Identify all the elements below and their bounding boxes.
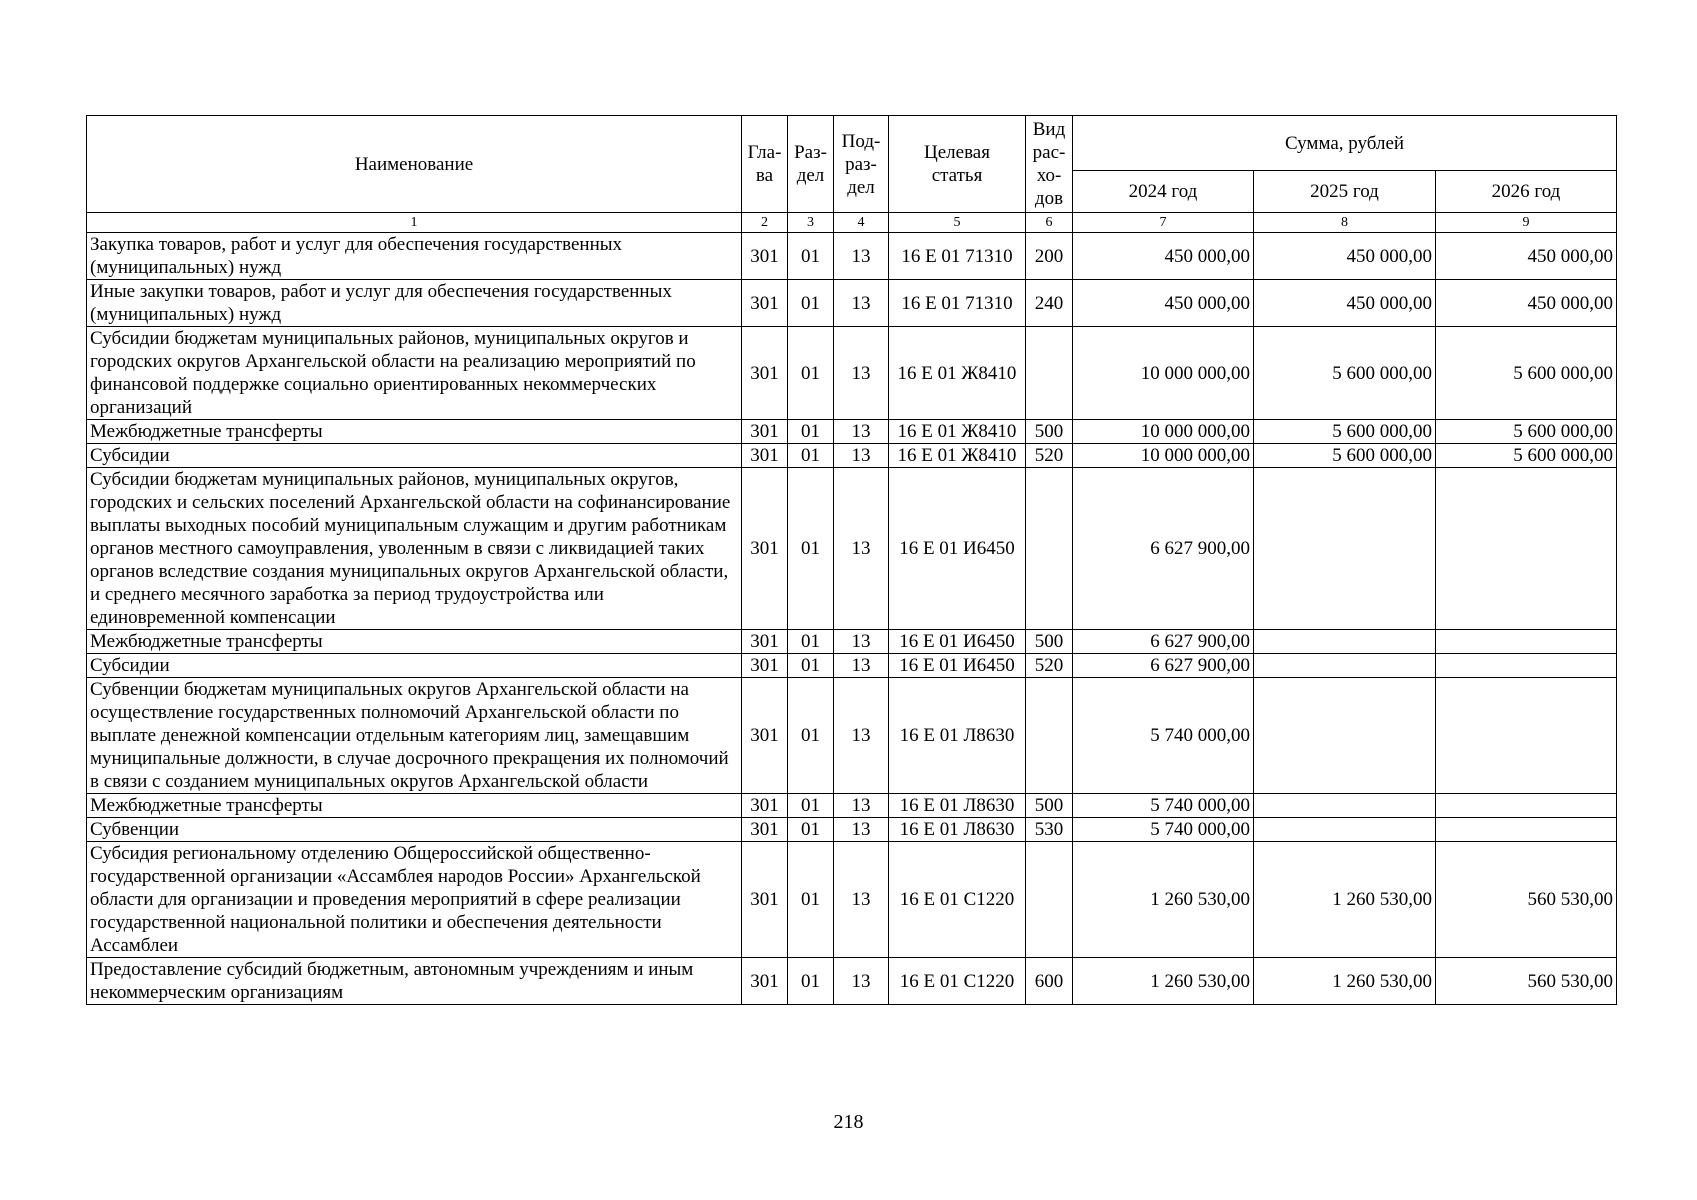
row-sum-2026: 450 000,00: [1436, 280, 1617, 327]
row-sum-2024: 10 000 000,00: [1073, 420, 1254, 444]
row-celevaya-statya: 16 Е 01 С1220: [889, 958, 1026, 1005]
row-celevaya-statya: 16 Е 01 Ж8410: [889, 420, 1026, 444]
header-vid-rashodov: Вид рас- хо- дов: [1026, 116, 1073, 213]
row-podrazdel: 13: [834, 842, 889, 958]
row-razdel: 01: [788, 842, 834, 958]
row-name: Межбюджетные трансферты: [87, 794, 742, 818]
row-vid-rashodov: 530: [1026, 818, 1073, 842]
budget-table: [86, 115, 1617, 1005]
row-name: Субсидии бюджетам муниципальных районов, муниципальных округов и городских округов Архангельской области на реализацию мероприятий по финансовой поддержке социально ориентированных некоммерческих организаций: [87, 327, 742, 420]
row-razdel: 01: [788, 327, 834, 420]
row-sum-2026: 5 600 000,00: [1436, 420, 1617, 444]
row-vid-rashodov: 500: [1026, 794, 1073, 818]
row-podrazdel: 13: [834, 818, 889, 842]
row-sum-2025: [1254, 818, 1436, 842]
row-sum-2024: 6 627 900,00: [1073, 654, 1254, 678]
row-podrazdel: 13: [834, 958, 889, 1005]
row-razdel: 01: [788, 444, 834, 468]
row-vid-rashodov: 500: [1026, 420, 1073, 444]
row-sum-2026: 5 600 000,00: [1436, 327, 1617, 420]
row-sum-2026: 5 600 000,00: [1436, 444, 1617, 468]
row-sum-2024: 10 000 000,00: [1073, 444, 1254, 468]
table-row: [87, 630, 1617, 654]
row-name: Закупка товаров, работ и услуг для обеспечения государственных (муниципальных) нужд: [87, 233, 742, 280]
row-glava: 301: [742, 630, 788, 654]
table-row: [87, 327, 1617, 420]
row-vid-rashodov: 240: [1026, 280, 1073, 327]
row-razdel: 01: [788, 233, 834, 280]
row-name: Межбюджетные трансферты: [87, 630, 742, 654]
row-glava: 301: [742, 468, 788, 630]
row-vid-rashodov: [1026, 678, 1073, 794]
row-razdel: 01: [788, 420, 834, 444]
row-sum-2026: [1436, 468, 1617, 630]
header-name: Наименование: [87, 116, 742, 213]
row-name: Субсидии бюджетам муниципальных районов, муниципальных округов, городских и сельских поселений Архангельской области на софинансирование выплаты выходных пособий муниципальным служащим и другим работникам органов местного самоуправления, уволенным в связи с ликвидацией таких органов вследствие создания муниципальных округов Архангельской области, и среднего месячного заработка за период трудоустройства или единовременной компенсации: [87, 468, 742, 630]
header-year-2024: 2024 год: [1073, 171, 1254, 213]
page-number: 218: [833, 1111, 864, 1133]
row-sum-2026: 560 530,00: [1436, 842, 1617, 958]
row-vid-rashodov: [1026, 327, 1073, 420]
header-year-2025: 2025 год: [1254, 171, 1436, 213]
row-podrazdel: 13: [834, 233, 889, 280]
row-glava: 301: [742, 420, 788, 444]
row-sum-2024: 6 627 900,00: [1073, 630, 1254, 654]
row-glava: 301: [742, 654, 788, 678]
row-sum-2024: 1 260 530,00: [1073, 958, 1254, 1005]
column-number: 2: [742, 213, 788, 233]
table-row: [87, 233, 1617, 280]
row-podrazdel: 13: [834, 420, 889, 444]
column-number: 7: [1073, 213, 1254, 233]
row-celevaya-statya: 16 Е 01 Ж8410: [889, 444, 1026, 468]
row-podrazdel: 13: [834, 327, 889, 420]
column-number: 9: [1436, 213, 1617, 233]
row-sum-2025: [1254, 678, 1436, 794]
row-name: Межбюджетные трансферты: [87, 420, 742, 444]
column-number: 3: [788, 213, 834, 233]
row-sum-2025: 1 260 530,00: [1254, 842, 1436, 958]
row-podrazdel: 13: [834, 468, 889, 630]
row-name: Субвенции: [87, 818, 742, 842]
table-row: [87, 842, 1617, 958]
row-sum-2024: 10 000 000,00: [1073, 327, 1254, 420]
row-glava: 301: [742, 958, 788, 1005]
row-sum-2024: 450 000,00: [1073, 280, 1254, 327]
row-podrazdel: 13: [834, 678, 889, 794]
row-vid-rashodov: 520: [1026, 654, 1073, 678]
row-sum-2025: 450 000,00: [1254, 233, 1436, 280]
row-razdel: 01: [788, 630, 834, 654]
row-sum-2026: [1436, 794, 1617, 818]
row-celevaya-statya: 16 Е 01 И6450: [889, 654, 1026, 678]
row-sum-2025: 5 600 000,00: [1254, 420, 1436, 444]
row-sum-2024: 5 740 000,00: [1073, 818, 1254, 842]
row-celevaya-statya: 16 Е 01 Л8630: [889, 818, 1026, 842]
row-razdel: 01: [788, 280, 834, 327]
row-sum-2024: 5 740 000,00: [1073, 794, 1254, 818]
row-razdel: 01: [788, 818, 834, 842]
header-celevaya-statya: Целевая статья: [889, 116, 1026, 213]
row-name: Субсидии: [87, 654, 742, 678]
row-glava: 301: [742, 233, 788, 280]
row-sum-2026: 560 530,00: [1436, 958, 1617, 1005]
row-sum-2025: 450 000,00: [1254, 280, 1436, 327]
table-row: [87, 794, 1617, 818]
row-sum-2025: [1254, 468, 1436, 630]
table-row: [87, 280, 1617, 327]
row-sum-2026: [1436, 654, 1617, 678]
row-podrazdel: 13: [834, 444, 889, 468]
row-glava: 301: [742, 678, 788, 794]
row-razdel: 01: [788, 654, 834, 678]
table-row: [87, 444, 1617, 468]
row-sum-2024: 5 740 000,00: [1073, 678, 1254, 794]
row-celevaya-statya: 16 Е 01 Л8630: [889, 678, 1026, 794]
row-name: Субсидия региональному отделению Общероссийской общественно-государственной организации «Ассамблея народов России» Архангельской области для организации и проведения мероприятий в сфере реализации государственной национальной политики и обеспечения деятельности Ассамблеи: [87, 842, 742, 958]
row-razdel: 01: [788, 958, 834, 1005]
column-number: 6: [1026, 213, 1073, 233]
header-year-2026: 2026 год: [1436, 171, 1617, 213]
row-name: Иные закупки товаров, работ и услуг для обеспечения государственных (муниципальных) нужд: [87, 280, 742, 327]
column-number: 1: [87, 213, 742, 233]
row-name: Предоставление субсидий бюджетным, автономным учреждениям и иным некоммерческим организациям: [87, 958, 742, 1005]
table-row: [87, 678, 1617, 794]
row-celevaya-statya: 16 Е 01 Ж8410: [889, 327, 1026, 420]
row-glava: 301: [742, 818, 788, 842]
row-vid-rashodov: [1026, 468, 1073, 630]
row-glava: 301: [742, 280, 788, 327]
row-sum-2026: 450 000,00: [1436, 233, 1617, 280]
row-vid-rashodov: 520: [1026, 444, 1073, 468]
row-sum-2024: 1 260 530,00: [1073, 842, 1254, 958]
table-row: [87, 818, 1617, 842]
row-sum-2025: [1254, 794, 1436, 818]
row-sum-2025: [1254, 654, 1436, 678]
row-vid-rashodov: 600: [1026, 958, 1073, 1005]
row-razdel: 01: [788, 468, 834, 630]
column-number: 4: [834, 213, 889, 233]
row-sum-2025: 5 600 000,00: [1254, 444, 1436, 468]
row-name: Субвенции бюджетам муниципальных округов Архангельской области на осуществление государственных полномочий Архангельской области по выплате денежной компенсации отдельным категориям лиц, замещавшим муниципальные должности, в случае досрочного прекращения их полномочий в связи с созданием муниципальных округов Архангельской области: [87, 678, 742, 794]
row-vid-rashodov: 500: [1026, 630, 1073, 654]
row-celevaya-statya: 16 Е 01 С1220: [889, 842, 1026, 958]
row-razdel: 01: [788, 678, 834, 794]
column-number: 5: [889, 213, 1026, 233]
row-glava: 301: [742, 327, 788, 420]
row-celevaya-statya: 16 Е 01 И6450: [889, 630, 1026, 654]
row-podrazdel: 13: [834, 794, 889, 818]
row-sum-2024: 6 627 900,00: [1073, 468, 1254, 630]
row-sum-2025: [1254, 630, 1436, 654]
row-sum-2026: [1436, 630, 1617, 654]
row-podrazdel: 13: [834, 630, 889, 654]
row-vid-rashodov: 200: [1026, 233, 1073, 280]
row-podrazdel: 13: [834, 654, 889, 678]
table-row: [87, 654, 1617, 678]
row-razdel: 01: [788, 794, 834, 818]
row-glava: 301: [742, 842, 788, 958]
row-celevaya-statya: 16 Е 01 71310: [889, 280, 1026, 327]
header-podrazdel: Под- раз- дел: [834, 116, 889, 213]
header-summa: Сумма, рублей: [1073, 116, 1617, 171]
row-sum-2026: [1436, 818, 1617, 842]
row-podrazdel: 13: [834, 280, 889, 327]
row-sum-2026: [1436, 678, 1617, 794]
row-sum-2025: 5 600 000,00: [1254, 327, 1436, 420]
column-number-row: [87, 213, 1617, 233]
row-glava: 301: [742, 444, 788, 468]
row-vid-rashodov: [1026, 842, 1073, 958]
row-glava: 301: [742, 794, 788, 818]
table-row: [87, 958, 1617, 1005]
table-row: [87, 420, 1617, 444]
column-number: 8: [1254, 213, 1436, 233]
row-sum-2025: 1 260 530,00: [1254, 958, 1436, 1005]
row-celevaya-statya: 16 Е 01 Л8630: [889, 794, 1026, 818]
row-sum-2024: 450 000,00: [1073, 233, 1254, 280]
table-body: [87, 233, 1617, 1005]
row-name: Субсидии: [87, 444, 742, 468]
row-celevaya-statya: 16 Е 01 71310: [889, 233, 1026, 280]
header-glava: Гла- ва: [742, 116, 788, 213]
row-celevaya-statya: 16 Е 01 И6450: [889, 468, 1026, 630]
table-row: [87, 468, 1617, 630]
header-razdel: Раз- дел: [788, 116, 834, 213]
